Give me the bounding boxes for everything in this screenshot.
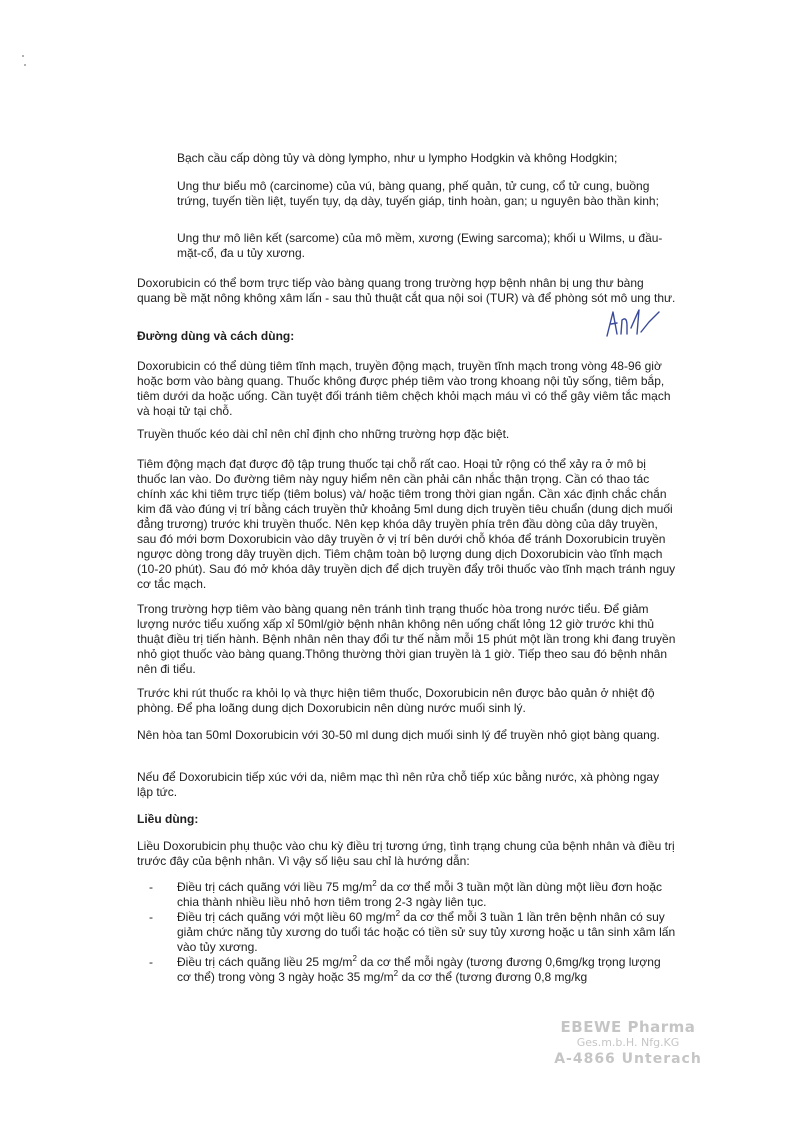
superscript: 2 — [352, 954, 357, 963]
paragraph — [137, 839, 677, 869]
intro-item — [177, 179, 677, 209]
dose-intro: Liều Doxorubicin phụ thuộc vào chu kỳ điều trị tương ứng, tình trạng chung của bệnh nhân và điều trị trước đây của bệnh nhân. Vì vậy số liệu sau chỉ là hướng dẫn: — [137, 839, 675, 868]
dose-item-text: Điều trị cách quãng liều 25 mg/m — [177, 955, 353, 969]
dose-list — [137, 880, 677, 985]
stamp-line: Ges.m.b.H. Nfg.KG — [576, 1036, 680, 1049]
intro-item — [177, 231, 677, 261]
superscript: 2 — [395, 909, 401, 918]
dose-item-text: da cơ thể mỗi ngày (tương đương 0,6mg/kg trọng lượng cơ thể) trong vòng 3 ngày hoặc 35 mg/m — [177, 955, 661, 984]
section-heading — [137, 812, 677, 827]
scan-speck — [22, 55, 24, 57]
route-paragraph: Doxorubicin có thể dùng tiêm tĩnh mạch, truyền động mạch, truyền tĩnh mạch trong vòng 48-96 giờ hoặc bơm vào bàng quang. Thuốc không được phép tiêm vào trong khoang nội tủy sống, tiêm bắp, tiêm dưới da hoặc uống. Cần tuyệt đối tránh tiêm chệch khỏi mạch máu vì có thể gây viêm tắc mạch và hoại tử tại chỗ. — [137, 359, 671, 418]
list-dash: - — [149, 880, 153, 894]
dose-item-text: Điều trị cách quãng với một liều 60 mg/m — [177, 910, 396, 924]
route-paragraph: Trong trường hợp tiêm vào bàng quang nên tránh tình trạng thuốc hòa trong nước tiểu. Để giảm lượng nước tiểu xuống xấp xỉ 50ml/giờ bệnh nhân không nên uống chất lỏng 12 giờ trước khi thủ thuật điều trị tiến hành. Bệnh nhân nên thay đổi tư thế nằm mỗi 15 phút một lần trong khi đang truyền nhỏ giọt thuốc vào bàng quang.Thông thường thời gian truyền là 1 giờ. Tiếp theo sau đó bệnh nhân nên đi tiểu. — [137, 602, 676, 676]
paragraph — [137, 457, 677, 592]
paragraph — [137, 602, 677, 677]
intro-item-text: Ung thư biểu mô (carcinome) của vú, bàng quang, phế quản, tử cung, cổ tử cung, buồng trứng, tuyến tiền liệt, tuyến tụy, dạ dày, tuyến giáp, tinh hoàn, gan; u nguyên bào thần kinh; — [177, 179, 659, 208]
paragraph — [137, 427, 677, 442]
dose-item-text: Điều trị cách quãng với liều 75 mg/m — [177, 880, 373, 894]
paragraph — [137, 686, 677, 716]
route-paragraph: Trước khi rút thuốc ra khỏi lọ và thực hiện tiêm thuốc, Doxorubicin nên được bảo quản ở nhiệt độ phòng. Để pha loãng dung dịch Doxorubicin nên dùng nước muối sinh lý. — [137, 686, 655, 715]
section-heading — [137, 329, 677, 344]
route-paragraph: Nếu để Doxorubicin tiếp xúc với da, niêm mạc thì nên rửa chỗ tiếp xúc bằng nước, xà phòng ngay lập tức. — [137, 770, 660, 799]
route-paragraph: Tiêm động mạch đạt được độ tập trung thuốc tại chỗ rất cao. Hoại tử rộng có thể xảy ra ở mô bị thuốc lan vào. Do đường tiêm này nguy hiểm nên cần phải cân nhắc thận trọng. Cần có thao tác chính xác khi tiêm trực tiếp (tiêm bolus) và/ hoặc tiêm trong thời gian ngắn. Cần xác định chắc chắn kim đã vào đúng vị trí bằng cách truyền thử khoảng 5ml dung dịch truyền tiêu chuẩn (dung dịch muối đẳng trương) trước khi truyền thuốc. Nên kẹp khóa dây truyền phía trên đầu dòng của dây truyền, sau đó mới bơm Doxorubicin vào dây truyền ở vị trí bên dưới chỗ khóa để tránh Doxorubicin truyền ngược dòng trong dây truyền dịch. Tiêm chậm toàn bộ lượng dung dịch Doxorubicin vào tĩnh mạch (10-20 phút). Sau đó mở khóa dây truyền dịch để dịch truyền đẩy trôi thuốc vào tĩnh mạch tránh nguy cơ tắc mạch. — [137, 457, 676, 591]
scan-speck — [24, 64, 26, 66]
intro-item-text: Ung thư mô liên kết (sarcome) của mô mềm, xương (Ewing sarcoma); khối u Wilms, u đầu-mặt-cổ, đa u tủy xương. — [177, 231, 663, 260]
route-paragraph: Nên hòa tan 50ml Doxorubicin với 30-50 ml dung dịch muối sinh lý để truyền nhỏ giọt bàng quang. — [137, 728, 660, 742]
list-item — [137, 955, 677, 985]
dose-heading: Liều dùng: — [137, 812, 199, 826]
paragraph — [137, 770, 677, 800]
list-item — [137, 910, 677, 955]
route-heading: Đường dùng và cách dùng: — [137, 329, 295, 343]
list-dash: - — [149, 955, 153, 969]
intro-item-text: Bạch cầu cấp dòng tủy và dòng lympho, như u lympho Hodgkin và không Hodgkin; — [177, 151, 618, 165]
superscript: 2 — [372, 879, 377, 888]
paragraph — [137, 359, 677, 419]
superscript: 2 — [393, 969, 399, 978]
list-dash: - — [149, 910, 153, 924]
stamp-line: A-4866 Unterach — [554, 1051, 702, 1067]
list-item — [137, 880, 677, 910]
dose-item-text: da cơ thể mỗi 3 tuần một lần dùng một liều đơn hoặc chia thành nhiều liều nhỏ hơn tiêm trong 2-3 ngày liên tục. — [177, 880, 662, 909]
stamp-line: EBEWE Pharma — [560, 1018, 696, 1036]
bladder-paragraph: Doxorubicin có thể bơm trực tiếp vào bàng quang trong trường hợp bệnh nhân bị ung thư bàng quang bề mặt nông không xâm lấn - sau thủ thuật cắt qua nội soi (TUR) và để phòng sót mô ung thư. — [137, 276, 676, 305]
route-paragraph: Truyền thuốc kéo dài chỉ nên chỉ định cho những trường hợp đặc biệt. — [137, 427, 510, 441]
intro-item — [177, 151, 677, 166]
paragraph — [137, 276, 677, 306]
company-stamp — [548, 1018, 708, 1068]
paragraph — [137, 728, 677, 743]
dose-item-text: da cơ thể mỗi 3 tuần 1 lần trên bệnh nhân có suy giảm chức năng tủy xương do tuổi tác hoặc có tiền sử suy tủy xương hoặc u tân sinh xâm lấn vào tủy xương. — [177, 910, 676, 954]
dose-item-text: da cơ thể (tương đương 0,8 mg/kg — [398, 970, 588, 984]
